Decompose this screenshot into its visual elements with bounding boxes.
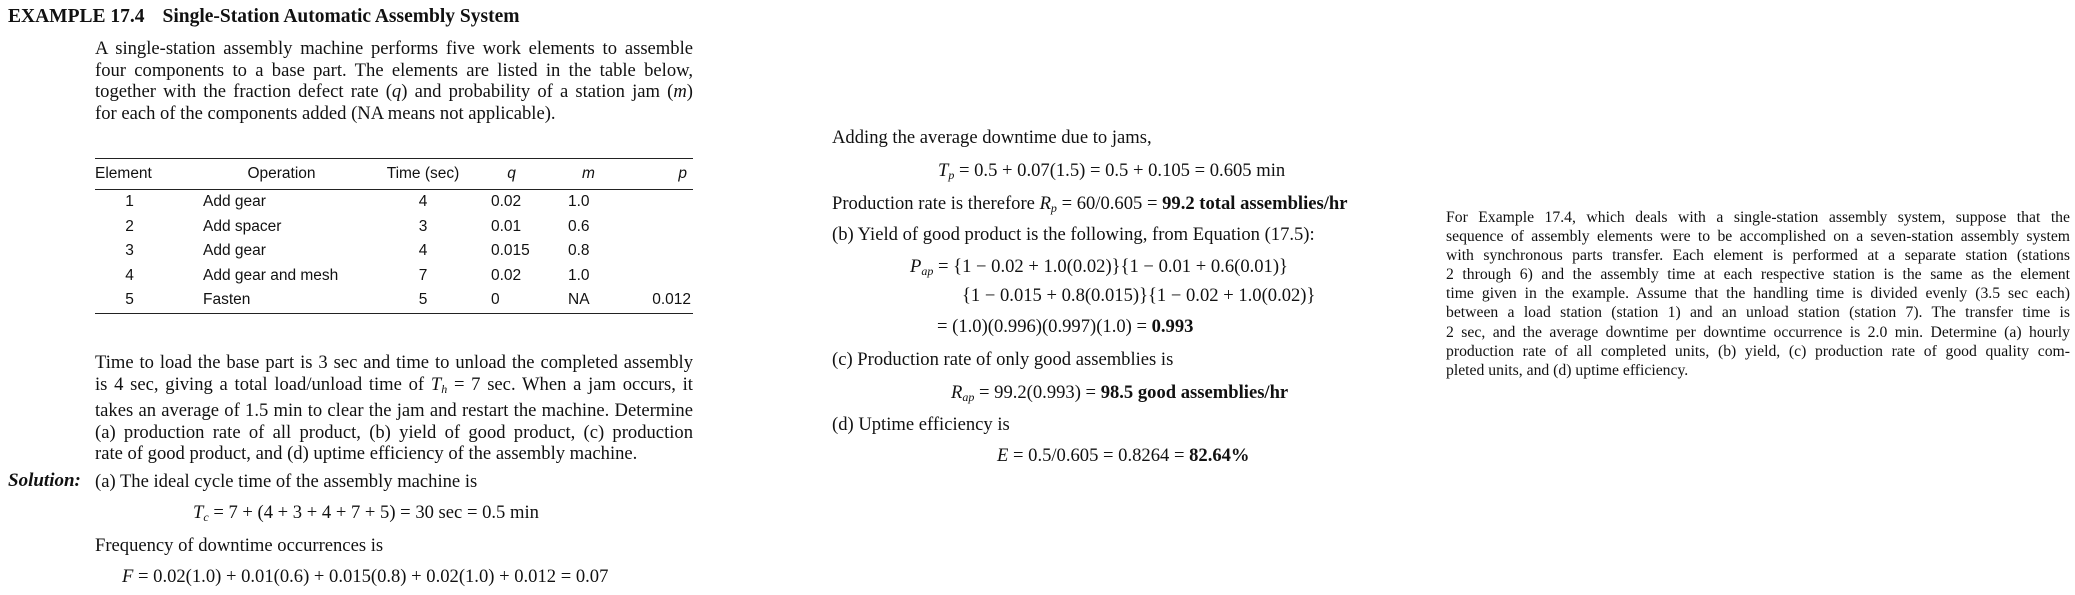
intro-line: A single-station assembly machine performs five work elements to assemble bbox=[95, 38, 693, 59]
table-cell: 3 bbox=[418, 217, 428, 235]
eq-var: R bbox=[1039, 193, 1051, 214]
table-cell: Add gear bbox=[203, 193, 266, 211]
eq-text: Production rate is therefore bbox=[832, 193, 1040, 214]
table-cell bbox=[627, 215, 693, 240]
problem-text: = 7 sec. When a jam occurs, it bbox=[447, 373, 693, 395]
side-problem-line: sequence of assembly elements were to be accomplished on a seven-station assembly system bbox=[1446, 228, 2070, 246]
table-row bbox=[95, 288, 693, 313]
eq-var: T bbox=[938, 160, 949, 181]
rap-equation bbox=[951, 382, 1288, 405]
solution-d-text: (d) Uptime efficiency is bbox=[832, 414, 1010, 435]
eq-rhs: = 0.5 + 0.07(1.5) = 0.5 + 0.105 = 0.605 min bbox=[954, 160, 1286, 181]
problem-line: (a) production rate of all product, (b) yield of good product, (c) production bbox=[95, 421, 693, 443]
table-cell: 1.0 bbox=[568, 266, 590, 284]
problem-var: T bbox=[430, 373, 442, 395]
tp-equation bbox=[938, 160, 1285, 183]
table-cell: 2 bbox=[125, 217, 134, 235]
table-cell bbox=[627, 239, 693, 264]
col-header-q: q bbox=[473, 159, 550, 190]
problem-line: Time to load the base part is 3 sec and time to unload the completed assembly bbox=[95, 352, 693, 373]
eq-sub: p bbox=[1050, 201, 1057, 215]
table-cell: 1.0 bbox=[568, 193, 590, 211]
side-problem-line: production rate of all completed units, (b) yield, (c) production rate of good quality com- bbox=[1446, 342, 2070, 360]
problem-sub: h bbox=[441, 381, 448, 396]
table-cell: 0.012 bbox=[627, 288, 693, 313]
table-cell: 5 bbox=[95, 288, 190, 313]
eq-rhs: = 60/0.605 = bbox=[1056, 193, 1163, 214]
problem-line bbox=[95, 374, 693, 401]
tc-equation bbox=[193, 502, 539, 525]
eq-rhs: = 0.5/0.605 = 0.8264 = bbox=[1008, 445, 1190, 466]
col-header-element: Element bbox=[95, 159, 190, 190]
side-problem-line: 2 sec, and the average downtime per downtime occurrence is 2.0 min. Determine (a) hourly bbox=[1446, 323, 2070, 341]
eq-result: 98.5 good assemblies/hr bbox=[1100, 382, 1289, 403]
table-row bbox=[95, 215, 693, 240]
problem-text: is 4 sec, giving a total load/unload time of bbox=[95, 373, 431, 395]
eq-rhs: = {1 − 0.02 + 1.0(0.02)}{1 − 0.01 + 0.6(0.01)} bbox=[933, 256, 1288, 277]
eq-var: T bbox=[193, 502, 204, 523]
table-row bbox=[95, 239, 693, 264]
table-cell: 4 bbox=[125, 266, 134, 284]
side-problem-line: 2 through 6) and the assembly time at each respective station is the same as the element bbox=[1446, 266, 2070, 284]
intro-paragraph bbox=[95, 38, 693, 124]
table-cell: 0.8 bbox=[568, 242, 590, 260]
problem-line: takes an average of 1.5 min to clear the jam and restart the machine. Determine bbox=[95, 400, 693, 422]
rate-line bbox=[832, 193, 1348, 216]
eq-sub: p bbox=[948, 168, 955, 182]
table-header-row bbox=[95, 159, 693, 190]
table-cell: 4 bbox=[418, 242, 428, 260]
intro-line: together with the fraction defect rate (q) and probability of a station jam (m) bbox=[95, 81, 693, 103]
freq-text: Frequency of downtime occurrences is bbox=[95, 535, 384, 556]
pap-equation-line3 bbox=[937, 316, 1193, 338]
eq-var: E bbox=[997, 445, 1009, 466]
table-cell: Add spacer bbox=[203, 217, 282, 235]
table-row bbox=[95, 190, 693, 215]
solution-c-text: (c) Production rate of only good assemblies is bbox=[832, 349, 1174, 370]
col-header-operation: Operation bbox=[190, 159, 373, 190]
eq-var: P bbox=[910, 256, 922, 277]
table-cell: 1 bbox=[125, 193, 134, 211]
problem-paragraph bbox=[95, 352, 693, 465]
side-problem bbox=[1446, 208, 2070, 380]
eq-sub: ap bbox=[962, 390, 975, 404]
solution-b-text: (b) Yield of good product is the following, from Equation (17.5): bbox=[832, 224, 1315, 245]
table-cell: 0.015 bbox=[491, 242, 530, 260]
eq-rhs: = (1.0)(0.996)(0.997)(1.0) = bbox=[937, 316, 1152, 337]
eq-result: 99.2 total assemblies/hr bbox=[1162, 193, 1348, 214]
table-cell: 3 bbox=[125, 242, 134, 260]
eq-var: F bbox=[122, 566, 134, 587]
pap-equation-line2: {1 − 0.015 + 0.8(0.015)}{1 − 0.02 + 1.0(0.02)} bbox=[962, 285, 1316, 306]
eq-rhs: = 7 + (4 + 3 + 4 + 7 + 5) = 30 sec = 0.5 min bbox=[208, 502, 539, 523]
problem-line: rate of good product, and (d) uptime efficiency of the assembly machine. bbox=[95, 443, 638, 465]
eq-rhs: = 0.02(1.0) + 0.01(0.6) + 0.015(0.8) + 0.02(1.0) + 0.012 = 0.07 bbox=[133, 566, 609, 587]
table-cell: 0.02 bbox=[491, 193, 522, 211]
col-header-m: m bbox=[550, 159, 627, 190]
example-number: EXAMPLE 17.4 bbox=[8, 6, 145, 27]
side-problem-line: pleted units, and (d) uptime efficiency. bbox=[1446, 361, 1689, 379]
eq-var: R bbox=[951, 382, 963, 403]
example-name: Single-Station Automatic Assembly System bbox=[162, 6, 520, 27]
f-equation bbox=[122, 566, 608, 588]
side-problem-line: time given in the example. Assume that the handling time is divided evenly (3.5 sec each) bbox=[1446, 285, 2070, 303]
table-cell: Add gear and mesh bbox=[203, 266, 339, 284]
eq-sub: c bbox=[203, 510, 209, 524]
table-cell: 5 bbox=[373, 288, 473, 313]
table-cell: 0 bbox=[473, 288, 550, 313]
table-cell: Add gear bbox=[203, 242, 266, 260]
table-cell bbox=[627, 264, 693, 289]
eq-result: 82.64% bbox=[1189, 445, 1250, 466]
jam-text: Adding the average downtime due to jams, bbox=[832, 127, 1152, 148]
side-problem-line: with synchronous parts transfer. Each element is performed at a separate station (stations bbox=[1446, 247, 2070, 265]
table-cell: 0.6 bbox=[568, 217, 590, 235]
side-problem-line: For Example 17.4, which deals with a single-station assembly system, suppose that the bbox=[1446, 209, 2070, 226]
solution-a-text: (a) The ideal cycle time of the assembly machine is bbox=[95, 471, 478, 492]
eq-rhs: = 99.2(0.993) = bbox=[974, 382, 1101, 403]
elements-table bbox=[95, 158, 693, 314]
col-header-p: p bbox=[627, 159, 693, 190]
table-cell: 0.01 bbox=[491, 217, 522, 235]
table-cell bbox=[627, 190, 693, 215]
e-equation bbox=[997, 445, 1250, 467]
intro-line: four components to a base part. The elements are listed in the table below, bbox=[95, 59, 693, 81]
table-cell: 0.02 bbox=[491, 266, 522, 284]
example-title bbox=[8, 6, 519, 28]
table-cell: Fasten bbox=[190, 288, 373, 313]
table-cell: NA bbox=[550, 288, 627, 313]
pap-equation-line1 bbox=[910, 256, 1288, 279]
side-problem-line: between a load station (station 1) and an unload station (station 7). The transfer time is bbox=[1446, 304, 2070, 322]
eq-sub: ap bbox=[921, 264, 934, 278]
table-row bbox=[95, 264, 693, 289]
intro-line: for each of the components added (NA means not applicable). bbox=[95, 102, 556, 124]
col-header-time: Time (sec) bbox=[373, 159, 473, 190]
table-cell: 4 bbox=[418, 193, 428, 211]
table-cell: 7 bbox=[418, 266, 428, 284]
solution-label: Solution: bbox=[8, 470, 81, 491]
eq-result: 0.993 bbox=[1151, 316, 1194, 337]
